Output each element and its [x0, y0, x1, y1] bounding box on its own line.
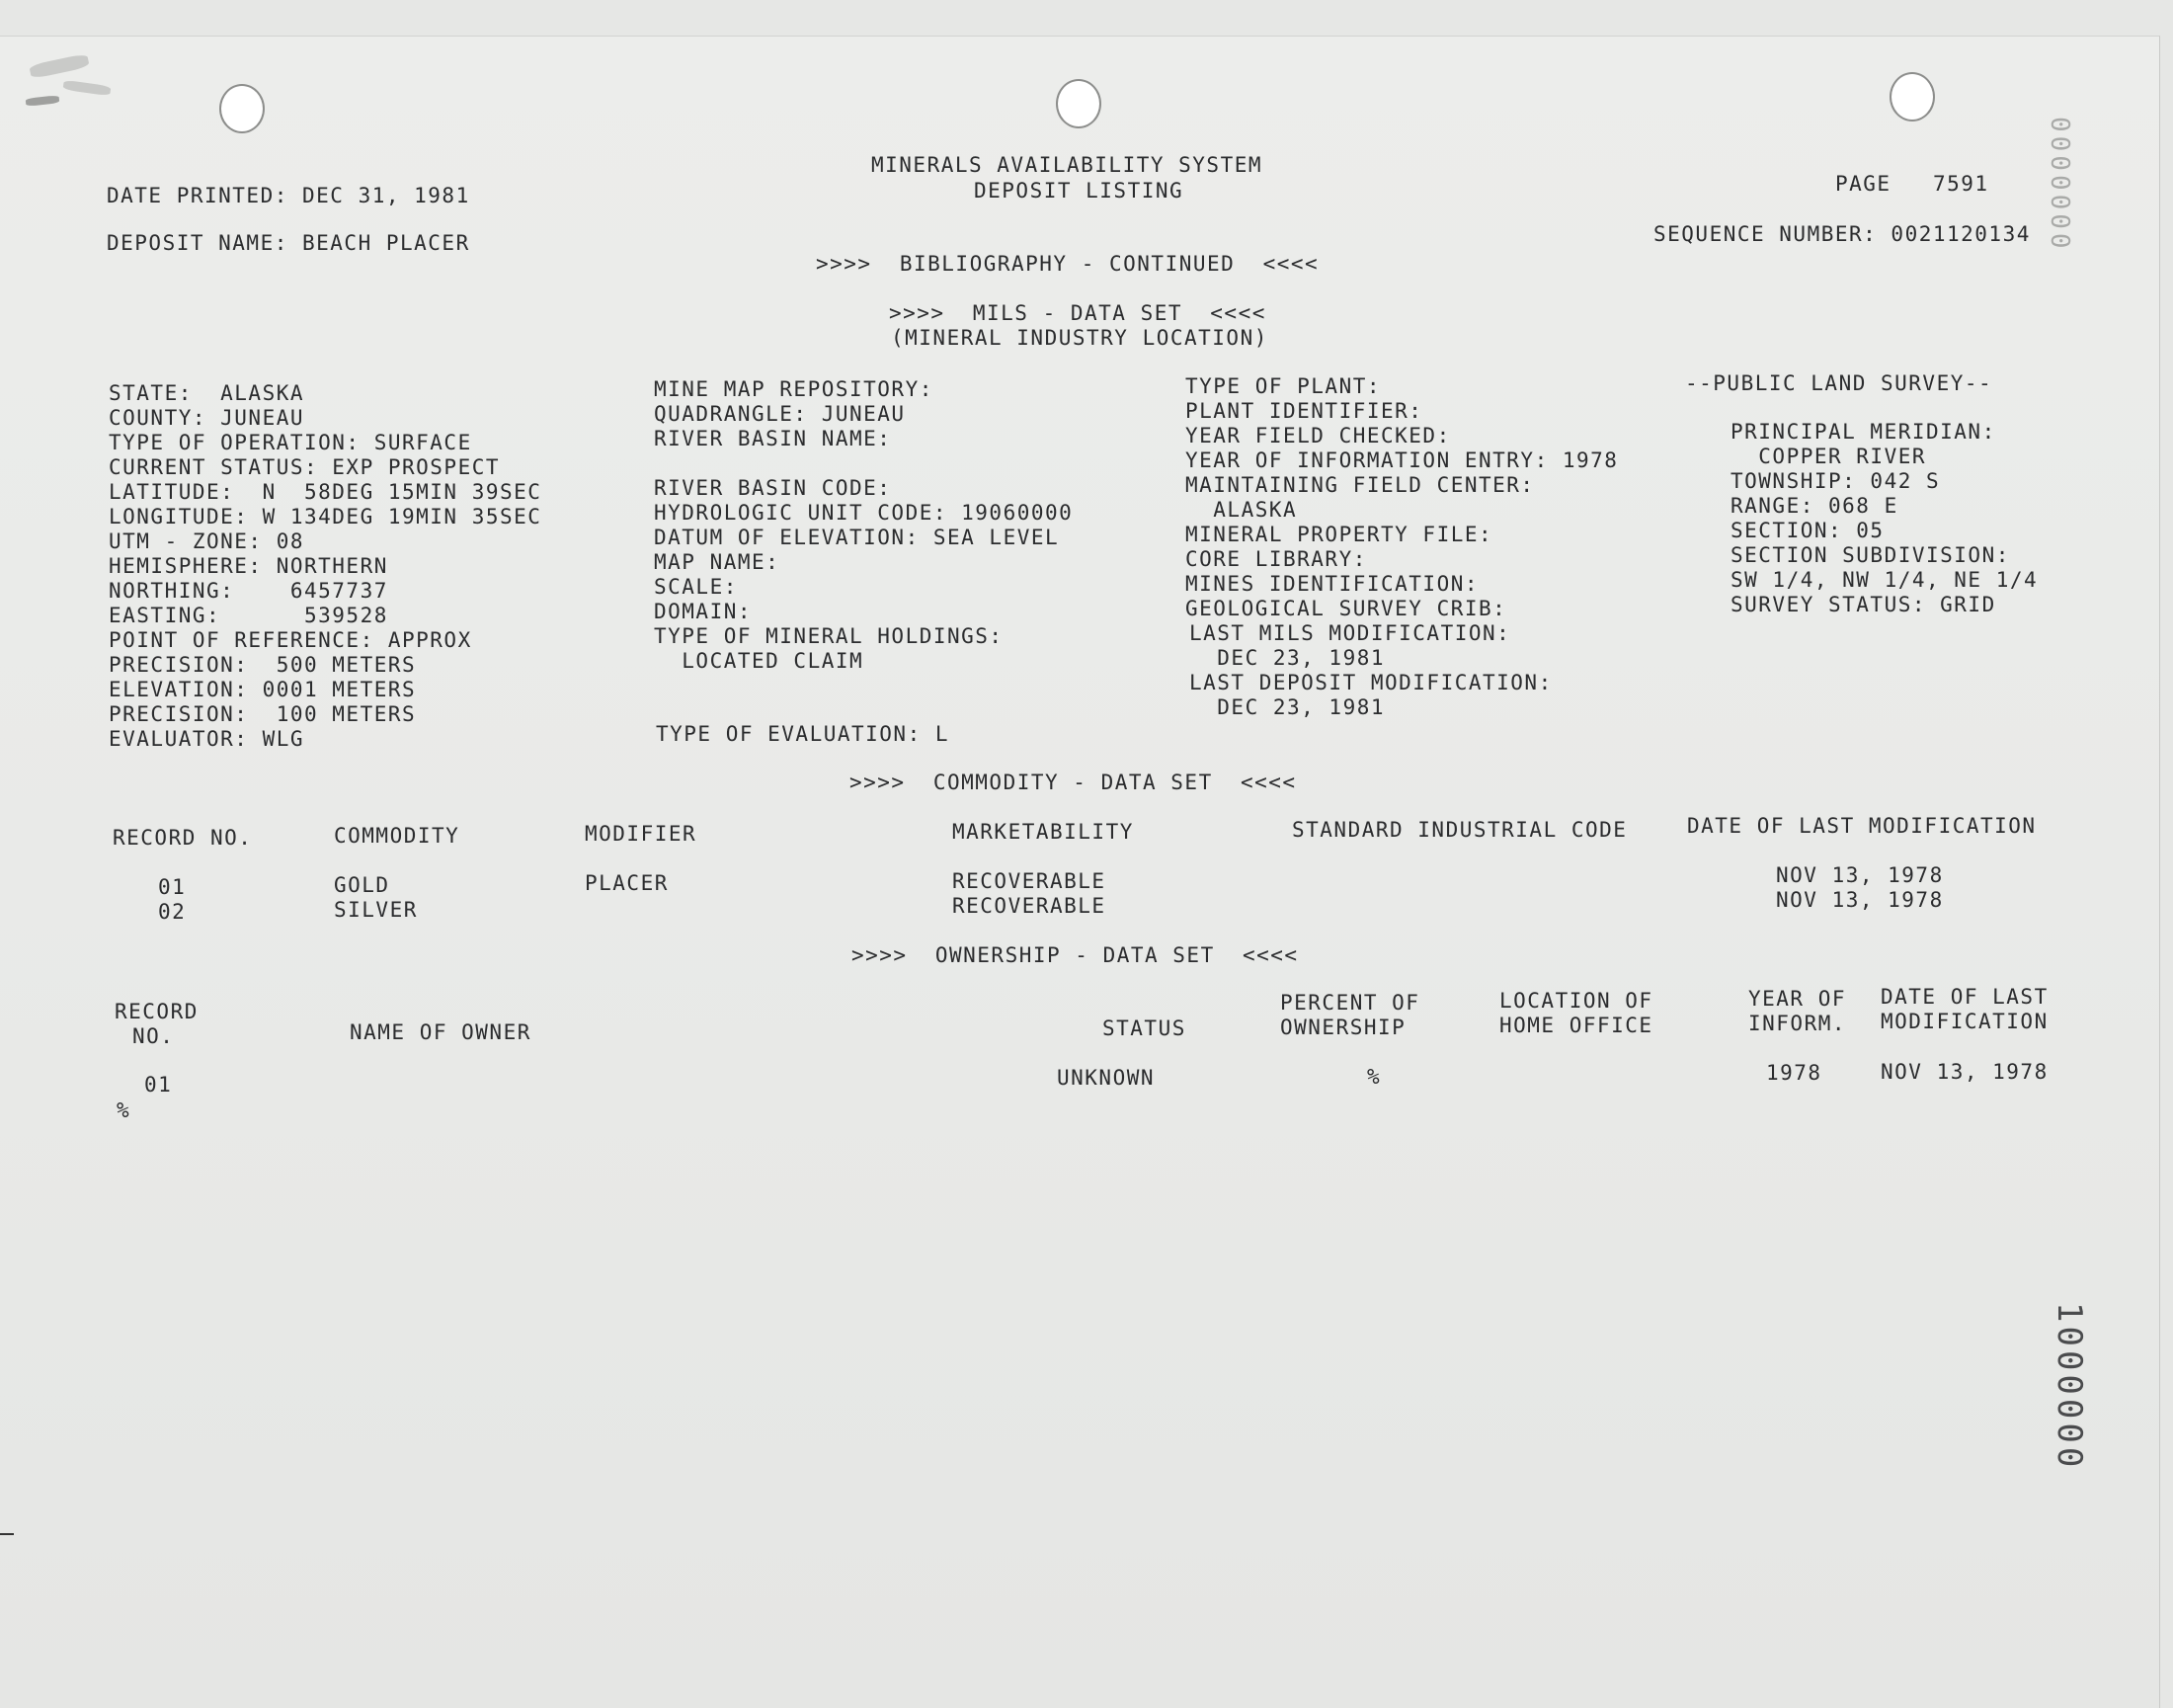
mils-field: STATE: ALASKA — [109, 381, 305, 405]
mils-field: PRECISION: 500 METERS — [109, 653, 417, 677]
mils-field: CORE LIBRARY: — [1185, 547, 1367, 571]
mils-field: RIVER BASIN CODE: — [654, 476, 892, 500]
mils-field: UTM - ZONE: 08 — [109, 529, 305, 553]
punch-hole-left — [219, 84, 265, 133]
section-bibliography: >>>> BIBLIOGRAPHY - CONTINUED <<<< — [816, 252, 1320, 276]
section-mils: >>>> MILS - DATA SET <<<< — [889, 301, 1266, 325]
mils-field: TYPE OF PLANT: — [1185, 374, 1382, 398]
mils-field: TYPE OF MINERAL HOLDINGS: — [654, 624, 1004, 648]
ownership-header-percent: OWNERSHIP — [1280, 1016, 1407, 1039]
mils-field: EVALUATOR: WLG — [109, 727, 305, 751]
mils-field: PLANT IDENTIFIER: — [1185, 399, 1423, 423]
ownership-header-status: STATUS — [1102, 1017, 1186, 1040]
ownership-year: 1978 — [1766, 1061, 1822, 1085]
survey-field: SECTION SUBDIVISION: — [1730, 543, 2010, 567]
mils-field: MAINTAINING FIELD CENTER: — [1185, 473, 1535, 497]
ownership-header-year: INFORM. — [1748, 1012, 1847, 1035]
commodity-header-record: RECORD NO. — [113, 826, 253, 850]
commodity-header-commodity: COMMODITY — [334, 824, 460, 848]
mils-field: HYDROLOGIC UNIT CODE: 19060000 — [654, 501, 1074, 525]
ownership-date: NOV 13, 1978 — [1881, 1060, 2049, 1084]
mils-field: MINES IDENTIFICATION: — [1185, 572, 1480, 596]
survey-field: PRINCIPAL MERIDIAN: — [1730, 420, 1996, 444]
commodity-date: NOV 13, 1978 — [1776, 888, 1944, 912]
ownership-header-date: DATE OF LAST — [1881, 985, 2049, 1009]
mils-field: MINE MAP REPOSITORY: — [654, 377, 933, 401]
mils-field: LAST MILS MODIFICATION: — [1189, 621, 1511, 645]
mils-field: ALASKA — [1185, 498, 1298, 522]
date-printed: DATE PRINTED: DEC 31, 1981 — [107, 184, 470, 207]
mils-field: CURRENT STATUS: EXP PROSPECT — [109, 455, 501, 479]
listing-title: DEPOSIT LISTING — [974, 179, 1184, 203]
punch-hole-right — [1890, 72, 1935, 122]
commodity-record: 02 — [158, 900, 187, 924]
commodity-header-date: DATE OF LAST MODIFICATION — [1687, 814, 2037, 838]
deposit-name: DEPOSIT NAME: BEACH PLACER — [107, 231, 470, 255]
mils-field: NORTHING: 6457737 — [109, 579, 388, 603]
commodity-name: GOLD — [334, 873, 390, 897]
mils-field: EASTING: 539528 — [109, 604, 388, 627]
commodity-header-modifier: MODIFIER — [585, 822, 697, 846]
ownership-header-record: RECORD — [115, 1000, 199, 1023]
commodity-marketability: RECOVERABLE — [952, 869, 1106, 893]
mils-field: ELEVATION: 0001 METERS — [109, 678, 417, 701]
commodity-name: SILVER — [334, 898, 418, 922]
ownership-header-location: HOME OFFICE — [1499, 1014, 1653, 1037]
mils-field: TYPE OF EVALUATION: L — [656, 722, 950, 746]
mils-field: LATITUDE: N 58DEG 15MIN 39SEC — [109, 480, 542, 504]
survey-field: SURVEY STATUS: GRID — [1730, 593, 1996, 616]
margin-tick — [0, 1533, 14, 1535]
section-ownership: >>>> OWNERSHIP - DATA SET <<<< — [851, 943, 1299, 967]
mils-field: TYPE OF OPERATION: SURFACE — [109, 431, 472, 454]
survey-field: SW 1/4, NW 1/4, NE 1/4 — [1730, 568, 2039, 592]
commodity-header-sic: STANDARD INDUSTRIAL CODE — [1292, 818, 1628, 842]
mils-field: DEC 23, 1981 — [1189, 646, 1386, 670]
ownership-header-date: MODIFICATION — [1881, 1010, 2049, 1033]
survey-field: TOWNSHIP: 042 S — [1730, 469, 1941, 493]
punch-hole-center — [1056, 79, 1101, 128]
mils-field: PRECISION: 100 METERS — [109, 702, 417, 726]
ownership-header-name: NAME OF OWNER — [350, 1020, 531, 1044]
mils-field: DEC 23, 1981 — [1189, 695, 1386, 719]
public-land-survey-title: --PUBLIC LAND SURVEY-- — [1685, 371, 1993, 395]
mils-field: MINERAL PROPERTY FILE: — [1185, 523, 1493, 546]
mils-field: YEAR FIELD CHECKED: — [1185, 424, 1451, 447]
commodity-modifier: PLACER — [585, 871, 669, 895]
ownership-percent: % — [1367, 1065, 1382, 1089]
page-number: PAGE 7591 — [1835, 172, 1989, 196]
mils-field: DOMAIN: — [654, 600, 753, 623]
mils-field: LOCATED CLAIM — [654, 649, 864, 673]
commodity-record: 01 — [158, 875, 187, 899]
mils-field: LAST DEPOSIT MODIFICATION: — [1189, 671, 1553, 694]
ownership-status: UNKNOWN — [1057, 1066, 1156, 1090]
mils-field: LONGITUDE: W 134DEG 19MIN 35SEC — [109, 505, 542, 529]
mils-field: HEMISPHERE: NORTHERN — [109, 554, 388, 578]
mils-field: YEAR OF INFORMATION ENTRY: 1978 — [1185, 448, 1619, 472]
sequence-number: SEQUENCE NUMBER: 0021120134 — [1653, 222, 2031, 246]
mils-field: DATUM OF ELEVATION: SEA LEVEL — [654, 526, 1060, 549]
mils-field: MAP NAME: — [654, 550, 780, 574]
commodity-header-marketability: MARKETABILITY — [952, 820, 1134, 844]
mils-field: QUADRANGLE: JUNEAU — [654, 402, 906, 426]
ownership-header-record: NO. — [132, 1024, 175, 1048]
side-stamp-bottom: 1000000 — [2050, 1302, 2089, 1472]
mils-field: GEOLOGICAL SURVEY CRIB: — [1185, 597, 1507, 620]
side-stamp-top: 0000000 — [2045, 117, 2074, 253]
mils-field: RIVER BASIN NAME: — [654, 427, 892, 450]
mils-field: SCALE: — [654, 575, 738, 599]
ownership-header-location: LOCATION OF — [1499, 989, 1653, 1013]
ownership-record: 01 — [144, 1073, 173, 1097]
commodity-date: NOV 13, 1978 — [1776, 863, 1944, 887]
mils-field: POINT OF REFERENCE: APPROX — [109, 628, 472, 652]
survey-field: SECTION: 05 — [1730, 519, 1885, 542]
system-title: MINERALS AVAILABILITY SYSTEM — [871, 153, 1263, 177]
record-terminator: % — [117, 1098, 131, 1122]
section-mils-subtitle: (MINERAL INDUSTRY LOCATION) — [891, 326, 1268, 350]
section-commodity: >>>> COMMODITY - DATA SET <<<< — [849, 771, 1297, 794]
ownership-header-year: YEAR OF — [1748, 987, 1847, 1011]
survey-field: COPPER RIVER — [1730, 445, 1927, 468]
survey-field: RANGE: 068 E — [1730, 494, 1898, 518]
ownership-header-percent: PERCENT OF — [1280, 991, 1420, 1015]
mils-field: COUNTY: JUNEAU — [109, 406, 305, 430]
commodity-marketability: RECOVERABLE — [952, 894, 1106, 918]
